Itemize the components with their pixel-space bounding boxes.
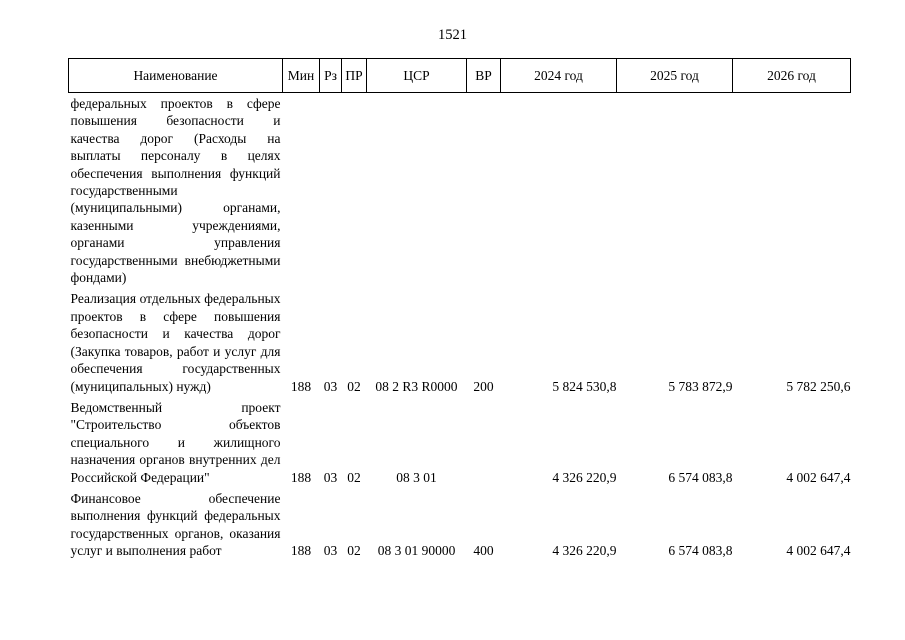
row-csr: 08 3 01	[396, 469, 437, 485]
row-name: федеральных проектов в сфере повышения безопасности и качества дорог (Расходы на выплаты персоналу в целях обеспечения выполнения функций государственными (муниципальными) органами, казенными учреждениями, органами управления государственными внебюджетными фондами)	[70, 96, 281, 286]
row-rz: 03	[323, 378, 338, 394]
row-2026: 4 002 647,4	[786, 543, 851, 559]
table-row	[69, 288, 851, 394]
row-rz: 03	[323, 543, 338, 559]
row-vr: 400	[473, 543, 494, 559]
row-vr	[467, 93, 501, 287]
header-2026: 2026 год	[733, 59, 851, 93]
row-csr	[367, 93, 467, 287]
row-name: Реализация отдельных федеральных проектов в сфере повышения безопасности и качества дорог (Закупка товаров, работ и услуг для обеспечения государственных (муниципальных) нужд)	[70, 291, 281, 394]
row-2025: 6 574 083,8	[668, 469, 733, 485]
row-2026: 5 782 250,6	[786, 378, 851, 394]
row-name: Финансовое обеспечение выполнения функций федеральных государственных органов, оказания услуг и выполнения работ	[70, 490, 281, 559]
budget-table	[68, 58, 851, 560]
row-pr: 02	[347, 543, 361, 559]
header-name: Наименование	[69, 59, 283, 93]
header-csr: ЦСР	[367, 59, 467, 93]
row-2024: 5 824 530,8	[552, 378, 617, 394]
row-pr: 02	[347, 469, 361, 485]
row-min	[283, 93, 320, 287]
header-rz: Рз	[320, 59, 342, 93]
row-2024: 4 326 220,9	[552, 543, 617, 559]
row-pr	[342, 93, 367, 287]
page-number: 1521	[438, 27, 467, 43]
table-row	[69, 397, 851, 486]
row-2025	[617, 93, 733, 287]
row-min: 188	[290, 378, 312, 394]
row-min: 188	[290, 469, 312, 485]
header-pr: ПР	[342, 59, 367, 93]
header-min: Мин	[283, 59, 320, 93]
row-pr: 02	[347, 378, 361, 394]
row-2024: 4 326 220,9	[552, 469, 617, 485]
table-row	[69, 488, 851, 560]
row-2025: 5 783 872,9	[668, 378, 733, 394]
row-vr	[467, 397, 501, 486]
row-csr: 08 3 01 90000	[377, 543, 456, 559]
row-vr: 200	[473, 378, 494, 394]
header-row	[69, 59, 851, 93]
row-rz: 03	[323, 469, 338, 485]
table-row	[69, 93, 851, 287]
header-vr: ВР	[467, 59, 501, 93]
header-2024: 2024 год	[501, 59, 617, 93]
header-2025: 2025 год	[617, 59, 733, 93]
row-name: Ведомственный проект "Строительство объектов специального и жилищного назначения органов внутренних дел Российской Федерации"	[70, 399, 281, 485]
row-2026	[733, 93, 851, 287]
row-csr: 08 2 R3 R0000	[375, 378, 458, 394]
row-min: 188	[290, 543, 312, 559]
row-2025: 6 574 083,8	[668, 543, 733, 559]
row-2024	[501, 93, 617, 287]
row-2026: 4 002 647,4	[786, 469, 851, 485]
row-rz	[320, 93, 342, 287]
